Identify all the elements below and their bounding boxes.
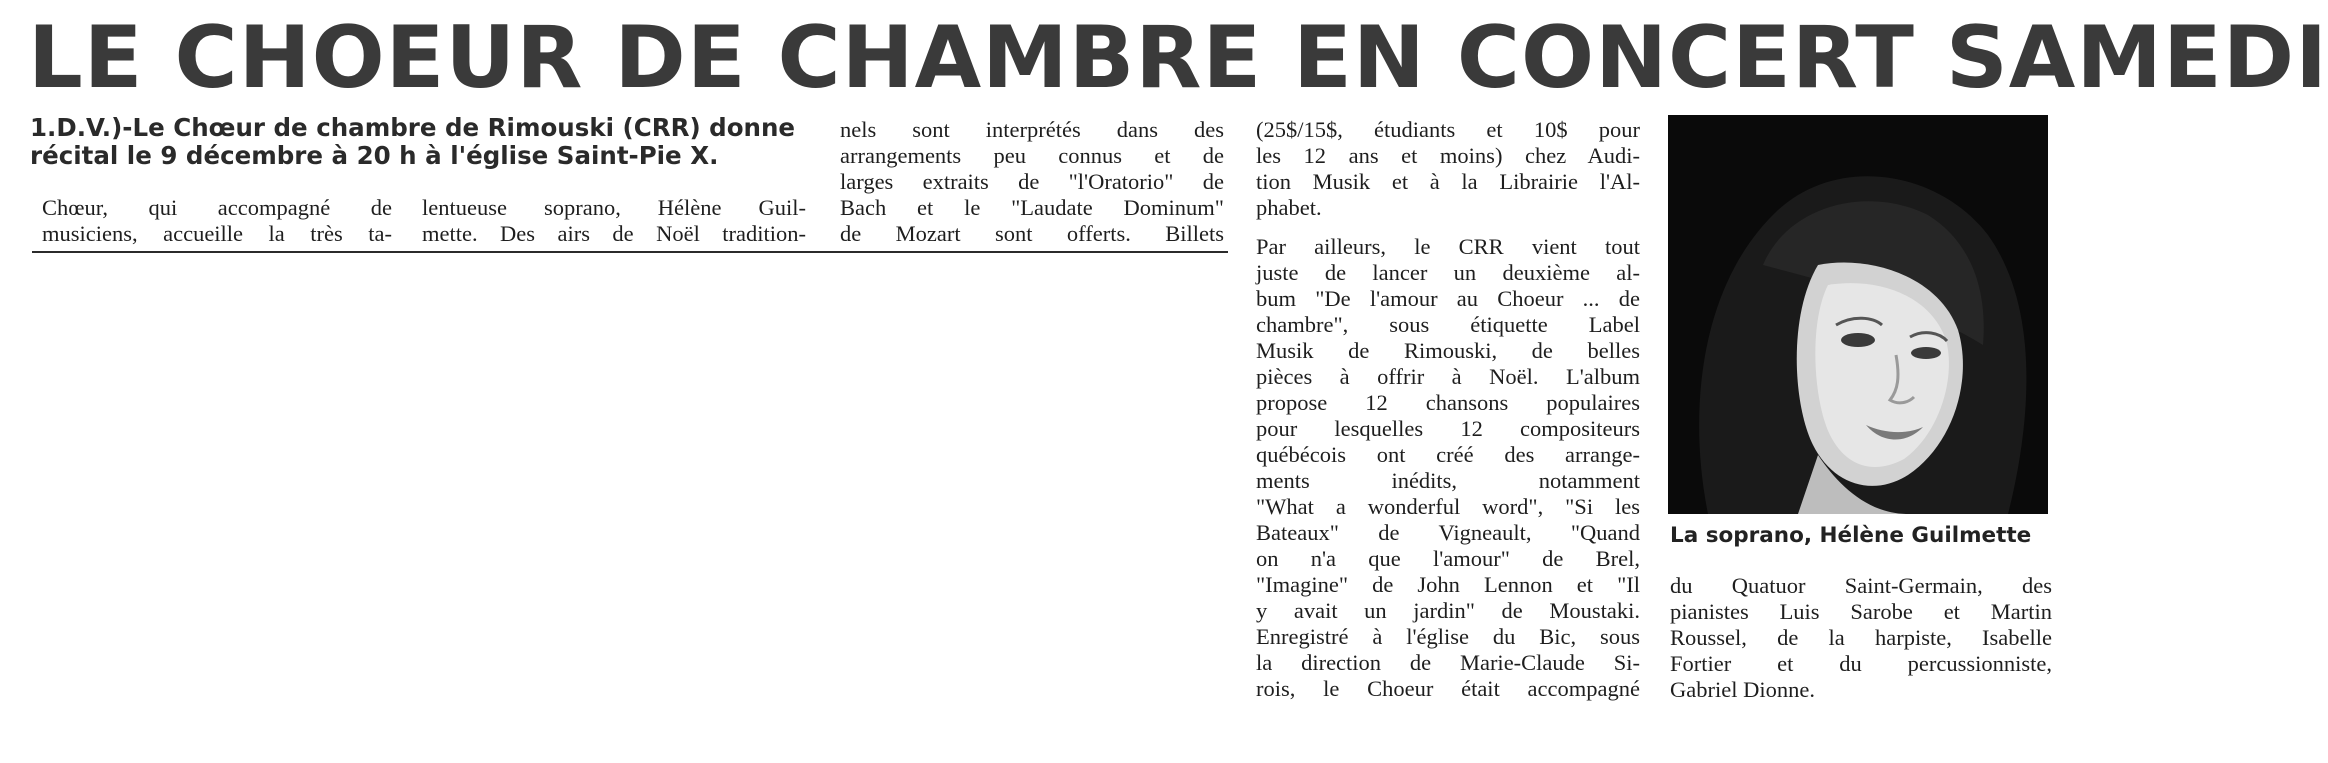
text-line: Bach et le "Laudate Dominum" xyxy=(840,195,1224,220)
text-line: musiciens, accueille la très ta- xyxy=(42,221,392,246)
text-line: "Imagine" de John Lennon et "Il xyxy=(1256,572,1640,597)
text-line: pianistes Luis Sarobe et Martin xyxy=(1670,599,2052,624)
text-line: bum "De l'amour au Choeur ... de xyxy=(1256,286,1640,311)
text-line: propose 12 chansons populaires xyxy=(1256,390,1640,415)
column-2 xyxy=(422,195,806,247)
deck-line: 1.D.V.)-Le Chœur de chambre de Rimouski (CRR) donne xyxy=(30,113,796,142)
text-line: de Mozart sont offerts. Billets xyxy=(840,221,1224,246)
text-line: Enregistré à l'église du Bic, sous xyxy=(1256,624,1640,649)
text-line: on n'a que l'amour" de Brel, xyxy=(1256,546,1640,571)
text-line: juste de lancer un deuxième al- xyxy=(1256,260,1640,285)
column-3 xyxy=(840,117,1224,247)
text-line: les 12 ans et moins) chez Audi- xyxy=(1256,143,1640,168)
text-line: mette. Des airs de Noël tradition- xyxy=(422,221,806,246)
paragraph xyxy=(1256,117,1640,221)
text-line: tion Musik et à la Librairie l'Al- xyxy=(1256,169,1640,194)
text-line: Gabriel Dionne. xyxy=(1670,677,1815,702)
column-rule xyxy=(32,251,1228,253)
article-deck xyxy=(30,113,796,170)
text-line: lentueuse soprano, Hélène Guil- xyxy=(422,195,806,220)
text-line: du Quatuor Saint-Germain, des xyxy=(1670,573,2052,598)
text-line: Fortier et du percussionniste, xyxy=(1670,651,2052,676)
text-line: y avait un jardin" de Moustaki. xyxy=(1256,598,1640,623)
text-line: la direction de Marie-Claude Si- xyxy=(1256,650,1640,675)
text-line: phabet. xyxy=(1256,195,1322,220)
text-line: rois, le Choeur était accompagné xyxy=(1256,676,1640,701)
portrait-image xyxy=(1668,115,2048,514)
text-line: chambre", sous étiquette Label xyxy=(1256,312,1640,337)
soprano-photo xyxy=(1668,115,2048,514)
text-line: arrangements peu connus et de xyxy=(840,143,1224,168)
photo-caption: La soprano, Hélène Guilmette xyxy=(1670,523,2032,548)
text-line: Roussel, de la harpiste, Isabelle xyxy=(1670,625,2052,650)
column-4 xyxy=(1256,117,1640,702)
text-line: ments inédits, notamment xyxy=(1256,468,1640,493)
text-line: Chœur, qui accompagné de xyxy=(42,195,392,220)
column-5 xyxy=(1670,573,2052,703)
text-line: Musik de Rimouski, de belles xyxy=(1256,338,1640,363)
text-line: "What a wonderful word", "Si les xyxy=(1256,494,1640,519)
text-line: (25$/15$, étudiants et 10$ pour xyxy=(1256,117,1640,142)
text-line: Bateaux" de Vigneault, "Quand xyxy=(1256,520,1640,545)
text-line: nels sont interprétés dans des xyxy=(840,117,1224,142)
paragraph xyxy=(1256,234,1640,702)
deck-line: récital le 9 décembre à 20 h à l'église Saint-Pie X. xyxy=(30,141,719,170)
text-line: pour lesquelles 12 compositeurs xyxy=(1256,416,1640,441)
text-line: Par ailleurs, le CRR vient tout xyxy=(1256,234,1640,259)
text-line: pièces à offrir à Noël. L'album xyxy=(1256,364,1640,389)
article-headline: LE CHOEUR DE CHAMBRE EN CONCERT SAMEDI xyxy=(28,8,2328,108)
text-line: québécois ont créé des arrange- xyxy=(1256,442,1640,467)
column-1 xyxy=(42,195,392,247)
text-line: larges extraits de "l'Oratorio" de xyxy=(840,169,1224,194)
